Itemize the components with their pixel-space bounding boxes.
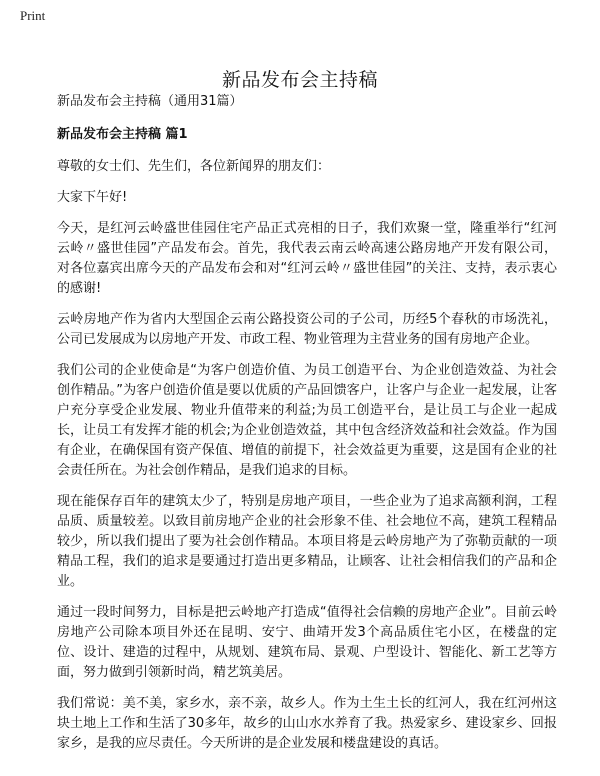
paragraph-mission: 我们公司的企业使命是“为客户创造价值、为员工创造平台、为企业创造效益、为社会创作精品。”为客户创造价值是要以优质的产品回馈客户，让客户与企业一起发展，让客户充分享受企业发展、物业升值带来的利益;为员工创造平台，是让员工与企业一起成长，让员工有发挥才能的机会;为企业创造效益，其中包含经济效益和社会效益。作为国有企业，在确保国有资产保值、增值的前提下，社会效益更为重要，这是国有企业的社会责任所在。为社会创作精品，是我们追求的目标。 [57,363,557,478]
paragraph-salutation: 大家下午好! [57,190,128,205]
page-title: 新品发布会主持稿 [221,68,378,91]
section-heading: 新品发布会主持稿 篇1 [57,127,188,142]
paragraph-goals: 通过一段时间努力，目标是把云岭地产打造成“值得社会信赖的房地产企业”。目前云岭房地产公司除本项目外还在昆明、安宁、曲靖开发3个高品质住宅小区，在楼盘的定位、设计、建造的过程中，从规划、建筑布局、景观、户型设计、智能化、新工艺等方面，努力做到引领新时尚，精艺筑美居。 [57,605,557,680]
paragraph-quality: 现在能保存百年的建筑太少了，特别是房地产项目，一些企业为了追求高额利润，工程品质、质量较差。以致目前房地产企业的社会形象不佳、社会地位不高，建筑工程精品较少，所以我们提出了要为社会创作精品。本项目将是云岭房地产为了弥勒贡献的一项精品工程，我们的追求是要通过打造出更多精品，让顾客、让社会相信我们的产品和企业。 [57,494,557,589]
paragraph-hometown: 我们常说：美不美，家乡水，亲不亲，故乡人。作为土生土长的红河人，我在红河州这块土地上工作和生活了30多年，故乡的山山水水养育了我。热爱家乡、建设家乡、回报家乡，是我的应尽责任。今天所讲的是企业发展和楼盘建设的真话。 [57,696,557,751]
print-link[interactable]: Print [20,8,46,23]
paragraph-company-intro: 云岭房地产作为省内大型国企云南公路投资公司的子公司，历经5个春秋的市场洗礼，公司已发展成为以房地产开发、市政工程、物业管理为主营业务的国有房地产企业。 [57,312,557,347]
document-body [57,93,557,765]
paragraph-opening: 今天，是红河云岭盛世佳园住宅产品正式亮相的日子，我们欢聚一堂，隆重举行“红河云岭〃盛世佳园”产品发布会。首先，我代表云南云岭高速公路房地产开发有限公司，对各位嘉宾出席今天的产品发布会和对“红河云岭〃盛世佳园”的关注、支持，表示衷心的感谢! [57,221,557,296]
document-subtitle: 新品发布会主持稿（通用31篇） [57,94,243,109]
paragraph-greeting: 尊敬的女士们、先生们，各位新闻界的朋友们： [57,159,331,174]
